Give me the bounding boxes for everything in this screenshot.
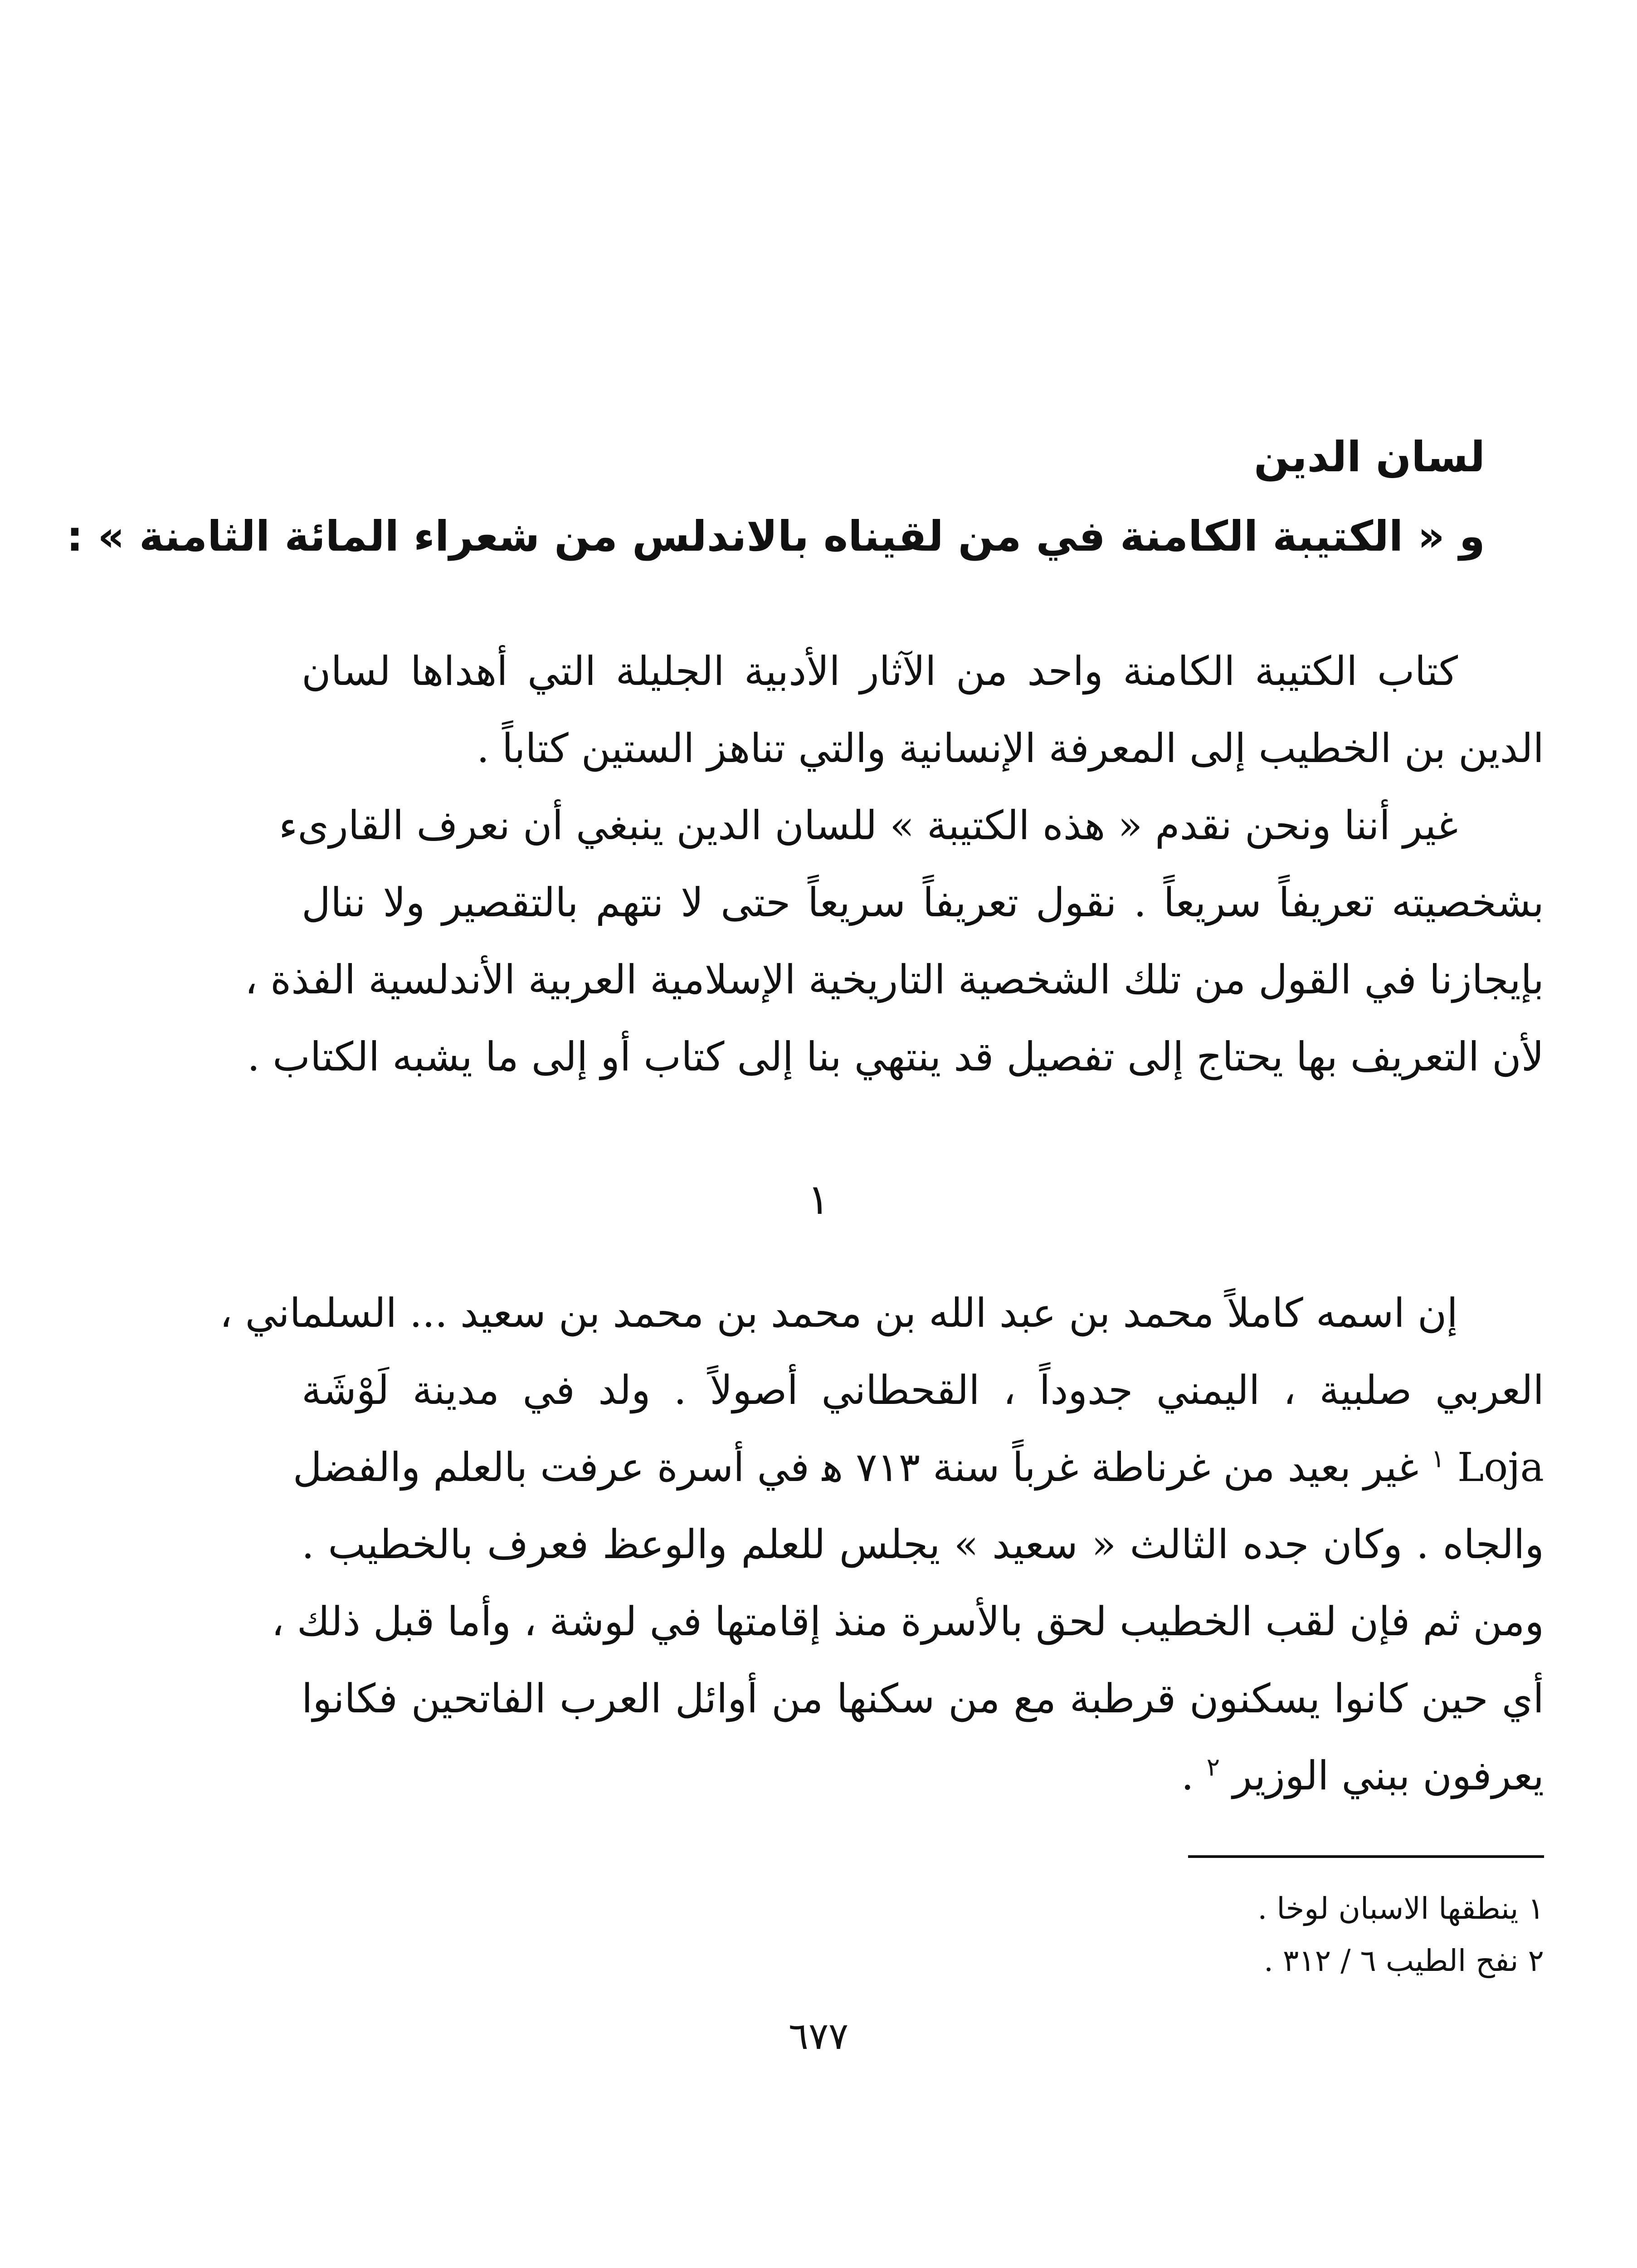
paragraph-line-text: يعرفون ببني الوزير (1233, 1752, 1544, 1799)
paragraph-line: العربي صلبية ، اليمني جدوداً ، القحطاني أصولاً . ولد في مدينة لَوْشَة (302, 1367, 1544, 1413)
paragraph-line: لأن التعريف بها يحتاج إلى تفصيل قد ينتهي بنا إلى كتاب أو إلى ما يشبه الكتاب . (247, 1033, 1544, 1080)
paragraph-line: إن اسمه كاملاً محمد بن عبد الله بن محمد بن محمد بن سعيد ... السلماني ، (219, 1290, 1458, 1336)
footnote-reference: ٢ (1206, 1752, 1220, 1782)
footnote-number: ٢ (1528, 1943, 1544, 1978)
footnote-text: نفح الطيب ٦ / ٣١٢ . (1263, 1943, 1519, 1978)
intro-paragraph (302, 633, 1544, 787)
paragraph-line-text: غير بعيد من غرناطة غرباً سنة ٧١٣ ﻫ في أسرة عرفت بالعلم والفضل (292, 1444, 1419, 1491)
section-number: ١ (807, 1175, 830, 1224)
footnote-item (1000, 1882, 1544, 1935)
chapter-heading (66, 417, 1485, 576)
heading-book-title: و « الكتيبة الكامنة في من لقيناه بالاندلس من شعراء المائة الثامنة » : (66, 512, 1485, 561)
paragraph-line (302, 1737, 1544, 1814)
paragraph-line: الدين بن الخطيب إلى المعرفة الإنسانية والتي تناهز الستين كتاباً . (477, 725, 1544, 772)
heading-author-name: لسان الدين (1254, 433, 1485, 481)
paragraph-line: كتاب الكتيبة الكامنة واحد من الآثار الأدبية الجليلة التي أهداها لسان (302, 648, 1458, 694)
page-number: ٦٧٧ (788, 2015, 849, 2058)
paragraph-line: أي حين كانوا يسكنون قرطبة مع من سكنها من أوائل العرب الفاتحين فكانوا (302, 1675, 1544, 1722)
paragraph-line: ومن ثم فإن لقب الخطيب لحق بالأسرة منذ إقامتها في لوشة ، وأما قبل ذلك ، (271, 1598, 1544, 1645)
paragraph-line: غير أننا ونحن نقدم « هذه الكتيبة » للسان الدين ينبغي أن نعرف القارىء (279, 802, 1458, 849)
footnote-divider (1188, 1855, 1544, 1858)
latin-place-name: Loja (1457, 1444, 1544, 1491)
second-paragraph (244, 787, 1544, 1095)
biography-paragraph (219, 1275, 1544, 1814)
paragraph-line: والجاه . وكان جده الثالث « سعيد » يجلس للعلم والوعظ فعرف بالخطيب . (302, 1521, 1544, 1568)
footnote-text: ينطقها الاسبان لوخا . (1257, 1891, 1519, 1926)
sentence-end: . (1181, 1752, 1194, 1799)
footnote-reference: ١ (1431, 1444, 1445, 1473)
paragraph-line-with-latin (292, 1429, 1544, 1506)
footnotes (1000, 1882, 1544, 1987)
footnote-number: ١ (1528, 1891, 1544, 1926)
footnote-item (1000, 1935, 1544, 1987)
paragraph-line: بإيجازنا في القول من تلك الشخصية التاريخية الإسلامية العربية الأندلسية الفذة ، (244, 956, 1544, 1003)
paragraph-line: بشخصيته تعريفاً سريعاً . نقول تعريفاً سريعاً حتى لا نتهم بالتقصير ولا ننال (302, 879, 1544, 926)
